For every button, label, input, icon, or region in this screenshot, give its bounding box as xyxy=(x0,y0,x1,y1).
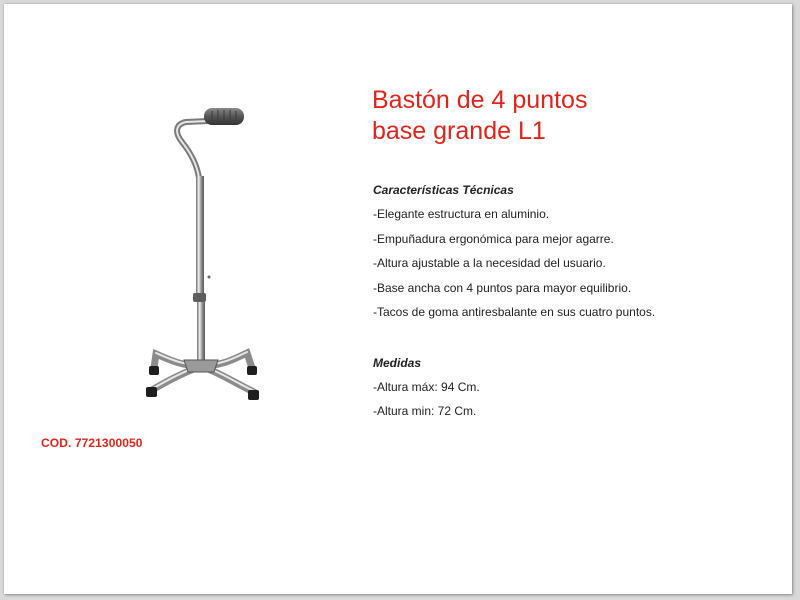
spec-item: -Altura ajustable a la necesidad del usuario. xyxy=(373,256,606,270)
specs-heading: Características Técnicas xyxy=(373,183,514,197)
spec-item: -Elegante estructura en aluminio. xyxy=(373,207,550,221)
spec-item: -Empuñadura ergonómica para mejor agarre. xyxy=(373,231,614,246)
product-sheet xyxy=(4,4,792,594)
spec-item: -Tacos de goma antiresbalante en sus cuatro puntos. xyxy=(373,305,656,319)
measures-heading: Medidas xyxy=(373,355,422,370)
title-line-1: Bastón de 4 puntos xyxy=(372,86,588,114)
product-title xyxy=(372,85,587,147)
title-line-2: base grande L1 xyxy=(372,117,546,145)
quad-cane-icon xyxy=(122,104,272,409)
product-code: COD. 7721300050 xyxy=(41,436,143,450)
measure-max: -Altura máx: 94 Cm. xyxy=(373,379,480,394)
spec-item: -Base ancha con 4 puntos para mayor equilibrio. xyxy=(373,280,632,295)
spec-section xyxy=(373,180,655,426)
measure-min: -Altura min: 72 Cm. xyxy=(373,404,477,418)
